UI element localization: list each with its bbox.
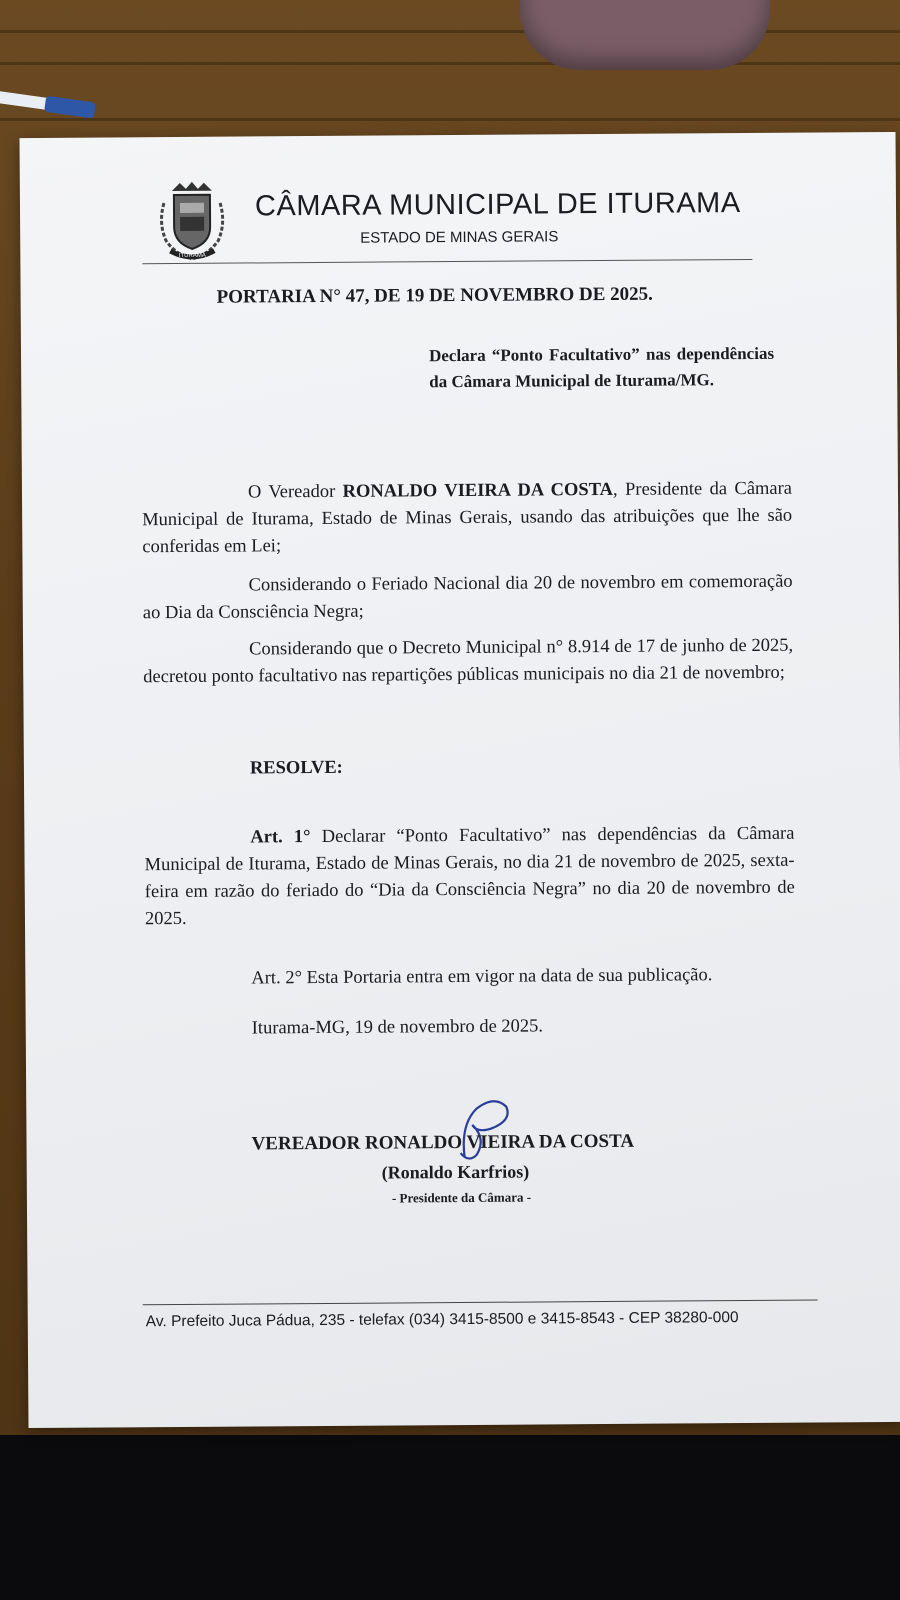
signer-role: - Presidente da Câmara -: [391, 1189, 532, 1206]
president-name: RONALDO VIEIRA DA COSTA: [342, 479, 614, 502]
whereas-decree-paragraph: Considerando que o Decreto Municipal n° 8.914 de 17 de junho de 2025, decretou ponto facultativo nas repartições públicas municipais no dia 21 de novembro;: [143, 635, 794, 688]
document-page: [20, 132, 900, 1428]
cup: [520, 0, 770, 70]
svg-text:ITURAMA: ITURAMA: [178, 252, 206, 259]
dark-surface: [0, 1435, 900, 1600]
signer-name: VEREADOR RONALDO VIEIRA DA COSTA: [251, 1130, 635, 1155]
article-1: Art. 1° Declarar “Ponto Facultativo” nas dependências da Câmara Municipal de Iturama, Estado de Minas Gerais, no dia 21 de novembro de 2025, sexta-feira em razão do feriado do “Dia da Consciência Negra” no dia 20 de novembro de 2025.: [144, 823, 795, 930]
footer-divider: [143, 1300, 818, 1306]
whereas-holiday-paragraph: Considerando o Feriado Nacional dia 20 de novembro em comemoração ao Dia da Consciência Negra;: [142, 571, 793, 624]
place-date: Iturama-MG, 19 de novembro de 2025.: [251, 1016, 544, 1039]
handwritten-signature-icon: [446, 1095, 516, 1165]
desk-grain: [0, 62, 900, 65]
resolve-heading: RESOLVE:: [249, 757, 343, 779]
institution-name: CÂMARA MUNICIPAL DE ITURAMA: [254, 187, 741, 223]
desk-grain: [0, 118, 900, 121]
state-name: ESTADO DE MINAS GERAIS: [360, 228, 559, 247]
document-title: PORTARIA N° 47, DE 19 DE NOVEMBRO DE 2025.: [216, 283, 653, 308]
article-1-label: Art. 1°: [250, 827, 311, 848]
municipal-seal-icon: [150, 179, 235, 264]
signer-nickname: (Ronaldo Karfrios): [381, 1161, 530, 1183]
ementa: Declara “Ponto Facultativo” nas dependências da Câmara Municipal de Iturama/MG.: [428, 343, 775, 392]
footer-address: Av. Prefeito Juca Pádua, 235 - telefax (034) 3415-8500 e 3415-8543 - CEP 38280-000: [145, 1309, 739, 1331]
preamble-paragraph: O Vereador RONALDO VIEIRA DA COSTA, Presidente da Câmara Municipal de Iturama, Estado de Minas Gerais, usando das atribuições que lhe são conferidas em Lei;: [142, 478, 793, 558]
article-2: Art. 2° Esta Portaria entra em vigor na data de sua publicação.: [251, 965, 713, 989]
